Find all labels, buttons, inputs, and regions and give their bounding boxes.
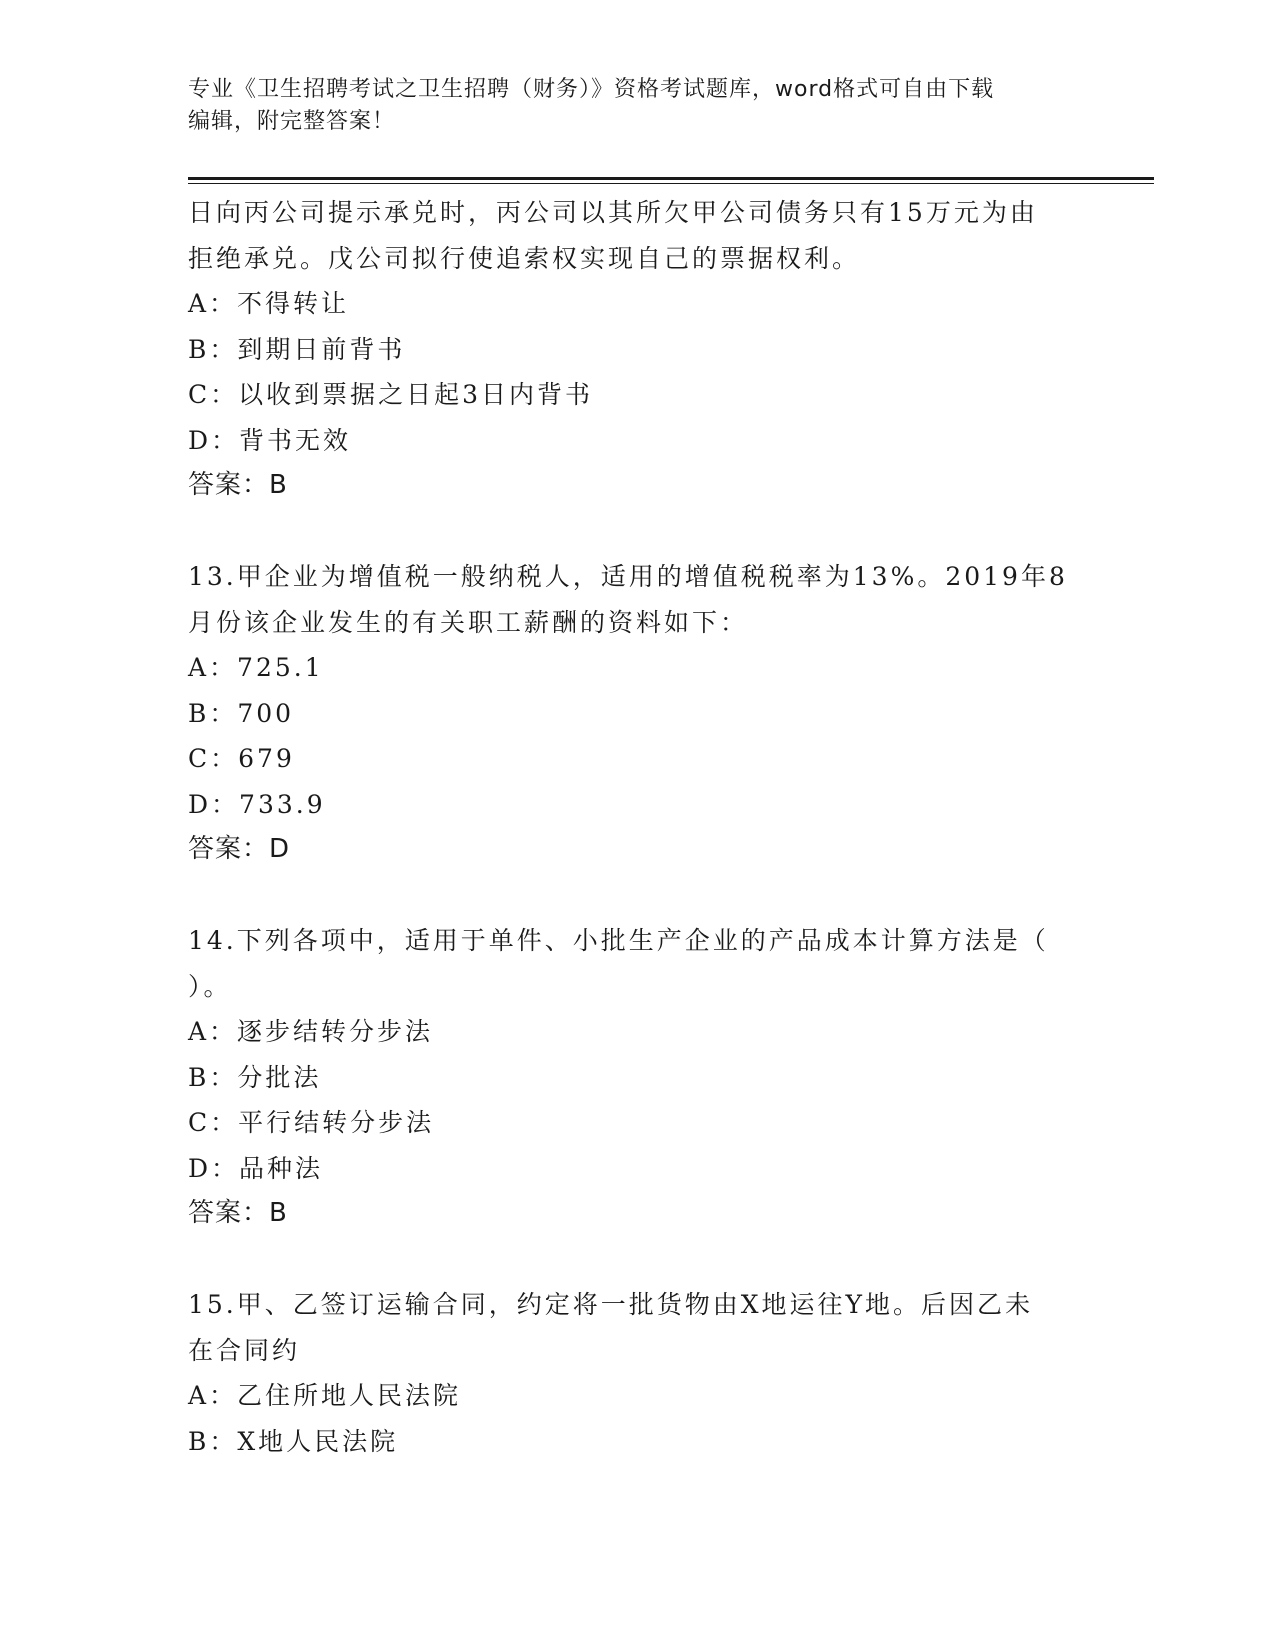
question-stem-line: 14.下列各项中，适用于单件、小批生产企业的产品成本计算方法是（	[188, 926, 1049, 955]
option-b: B：到期日前背书	[188, 334, 406, 364]
question-stem-line: 在合同约	[188, 1335, 301, 1365]
option-b: B：700	[188, 698, 295, 728]
option-b: B：X地人民法院	[188, 1426, 399, 1456]
question-stem-line: 日向丙公司提示承兑时，丙公司以其所欠甲公司债务只有15万元为由	[188, 198, 1038, 227]
document-header	[188, 74, 1068, 138]
question-12	[188, 190, 1088, 509]
question-spacer	[188, 1237, 1088, 1283]
answer-line: 答案：D	[188, 834, 291, 864]
header-rule-thin	[188, 183, 1154, 184]
option-a: A：乙住所地人民法院	[188, 1381, 462, 1410]
question-spacer	[188, 873, 1088, 919]
option-a: A：逐步结转分步法	[188, 1017, 434, 1046]
option-d: D：背书无效	[188, 425, 352, 455]
option-a: A：不得转让	[188, 289, 350, 318]
option-d: D：733.9	[188, 789, 326, 819]
option-c: C：以收到票据之日起3日内背书	[188, 380, 594, 409]
question-stem-line: 月份该企业发生的有关职工薪酬的资料如下：	[188, 607, 749, 637]
question-stem-line: 拒绝承兑。戊公司拟行使追索权实现自己的票据权利。	[188, 243, 861, 273]
question-13	[188, 554, 1088, 873]
question-14	[188, 918, 1088, 1237]
header-line-1: 专业《卫生招聘考试之卫生招聘（财务）》资格考试题库，word格式可自由下载	[188, 77, 995, 102]
question-stem-line: ）。	[188, 971, 232, 1001]
option-d: D：品种法	[188, 1153, 324, 1183]
question-list	[188, 190, 1088, 1464]
header-line-2: 编辑，附完整答案！	[188, 109, 396, 134]
question-15	[188, 1282, 1088, 1464]
answer-line: 答案：B	[188, 1198, 288, 1228]
question-stem-line: 15.甲、乙签订运输合同，约定将一批货物由X地运往Y地。后因乙未	[188, 1290, 1034, 1319]
answer-line: 答案：B	[188, 470, 288, 500]
header-rule-thick	[188, 177, 1154, 180]
option-b: B：分批法	[188, 1062, 322, 1092]
option-c: C：679	[188, 744, 295, 773]
option-a: A：725.1	[188, 653, 324, 682]
question-spacer	[188, 509, 1088, 555]
option-c: C：平行结转分步法	[188, 1108, 435, 1137]
question-stem-line: 13.甲企业为增值税一般纳税人，适用的增值税税率为13%。2019年8	[188, 562, 1068, 591]
